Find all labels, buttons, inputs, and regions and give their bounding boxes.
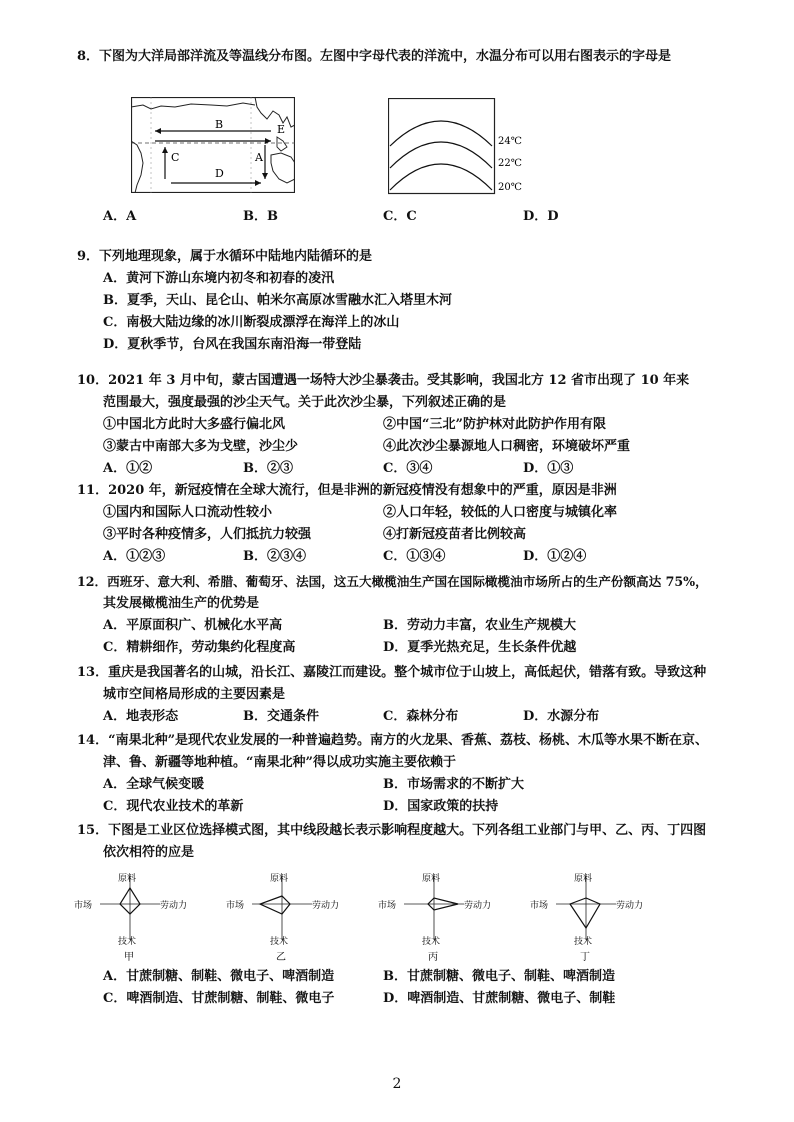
q8-option-c[interactable]: C．C: [383, 209, 417, 224]
q15-stem-line1: 15．下图是工业区位选择模式图，其中线段越长表示影响程度越大。下列各组工业部门与甲、乙、丙、丁四图: [77, 823, 707, 838]
q11-item-2: ②人口年轻，较低的人口密度与城镇化率: [383, 505, 618, 520]
q10-option-d[interactable]: D．①③: [523, 461, 574, 476]
diagram-jia: [74, 872, 187, 963]
q13-stem-line1: 13．重庆是我国著名的山城，沿长江、嘉陵江而建设。整个城市位于山坡上，高低起伏，错落有致。导致这种: [77, 665, 707, 680]
q8-stem: 8．下图为大洋局部洋流及等温线分布图。左图中字母代表的洋流中，水温分布可以用右图表示的字母是: [77, 49, 672, 64]
question-12: [77, 571, 767, 659]
ding-label-market: 市场: [530, 901, 549, 911]
industry-location-diagrams: [72, 870, 712, 966]
q13-option-b[interactable]: B．交通条件: [243, 709, 319, 724]
bing-name: 丙: [428, 952, 438, 963]
isotherm-label-22: 22℃: [498, 158, 522, 169]
jia-label-tech: 技术: [118, 937, 137, 947]
diagram-yi: [226, 872, 339, 963]
q11-stem: 11．2020 年，新冠疫情在全球大流行，但是非洲的新冠疫情没有想象中的严重，原因是非洲: [77, 483, 617, 498]
q10-item-4: ④此次沙尘暴源地人口稠密，环境破坏严重: [383, 439, 631, 454]
q11-item-1: ①国内和国际人口流动性较小: [103, 505, 273, 520]
isotherm-label-24: 24℃: [498, 136, 522, 147]
isotherm-label-20: 20℃: [498, 182, 522, 193]
q15-option-b[interactable]: B．甘蔗制糖、微电子、制鞋、啤酒制造: [383, 969, 615, 984]
q9-option-d[interactable]: D．夏秋季节，台风在我国东南沿海一带登陆: [103, 337, 362, 352]
q9-option-c[interactable]: C．南极大陆边缘的冰川断裂成漂浮在海洋上的冰山: [103, 315, 400, 330]
yi-label-market: 市场: [226, 901, 245, 911]
yi-label-tech: 技术: [270, 937, 289, 947]
q14-option-d[interactable]: D．国家政策的扶持: [383, 799, 499, 814]
q11-item-3: ③平时各种疫情多，人们抵抗力较强: [103, 527, 312, 542]
diagram-ding: [530, 872, 643, 963]
bing-label-tech: 技术: [422, 937, 441, 947]
jia-label-labor: 劳动力: [160, 901, 188, 911]
ocean-current-map: [131, 97, 295, 193]
q9-stem: 9．下列地理现象，属于水循环中陆地内陆循环的是: [77, 249, 373, 264]
jia-label-raw: 原料: [118, 874, 137, 884]
question-11: [77, 480, 767, 568]
q15-stem-line2: 依次相符的应是: [103, 845, 195, 860]
q13-option-c[interactable]: C．森林分布: [383, 709, 459, 724]
q10-item-1: ①中国北方此时大多盛行偏北风: [103, 417, 286, 432]
q14-stem-line1: 14．“南果北种”是现代农业发展的一种普遍趋势。南方的火龙果、香蕉、荔枝、杨桃、木瓜等水果不断在京、: [77, 733, 709, 748]
jia-label-market: 市场: [74, 901, 93, 911]
question-15: [77, 820, 767, 864]
question-14: [77, 730, 767, 818]
diagram-bing: [378, 872, 491, 963]
bing-label-market: 市场: [378, 901, 397, 911]
jia-name: 甲: [124, 952, 134, 963]
q8-option-b[interactable]: B．B: [243, 209, 278, 224]
map-label-c: C: [171, 151, 180, 164]
q15-option-d[interactable]: D．啤酒制造、甘蔗制糖、微电子、制鞋: [383, 991, 616, 1006]
q15-option-a[interactable]: A．甘蔗制糖、制鞋、微电子、啤酒制造: [103, 969, 335, 984]
q14-option-c[interactable]: C．现代农业技术的革新: [103, 799, 244, 814]
q10-option-c[interactable]: C．③④: [383, 461, 433, 476]
q15-options: [77, 966, 767, 1010]
bing-label-labor: 劳动力: [464, 901, 492, 911]
page-number: 2: [392, 1076, 402, 1092]
q14-option-b[interactable]: B．市场需求的不断扩大: [383, 777, 524, 792]
question-13: [77, 662, 767, 728]
ding-name: 丁: [580, 952, 590, 963]
ding-label-raw: 原料: [574, 874, 593, 884]
isotherm-diagram: [388, 98, 528, 198]
map-label-e: E: [277, 123, 286, 136]
ding-label-tech: 技术: [574, 937, 593, 947]
ding-label-labor: 劳动力: [616, 901, 644, 911]
q8-options: [77, 206, 767, 228]
q12-option-b[interactable]: B．劳动力丰富，农业生产规模大: [383, 618, 576, 633]
q14-stem-line2: 津、鲁、新疆等地种植。“南果北种”得以成功实施主要依赖于: [103, 755, 456, 770]
q14-option-a[interactable]: A．全球气候变暖: [103, 777, 205, 792]
q11-item-4: ④打新冠疫苗者比例较高: [383, 527, 527, 542]
bing-label-raw: 原料: [422, 874, 441, 884]
q10-stem-line2: 范围最大，强度最强的沙尘天气。关于此次沙尘暴，下列叙述正确的是: [103, 395, 507, 410]
q10-option-b[interactable]: B．②③: [243, 461, 293, 476]
q12-stem-line1: 12．西班牙、意大利、希腊、葡萄牙、法国，这五大橄榄油生产国在国际橄榄油市场所占的生产份额高达 75%，: [77, 574, 708, 589]
q11-option-d[interactable]: D．①②④: [523, 549, 587, 564]
q11-option-a[interactable]: A．①②③: [103, 549, 166, 564]
q11-option-c[interactable]: C．①③④: [383, 549, 446, 564]
question-10: [77, 370, 767, 480]
question-9: [77, 246, 767, 356]
yi-label-labor: 劳动力: [312, 901, 340, 911]
q9-option-b[interactable]: B．夏季，天山、昆仑山、帕米尔高原冰雪融水汇入塔里木河: [103, 293, 452, 308]
q13-option-d[interactable]: D．水源分布: [523, 709, 600, 724]
q12-stem-line2: 其发展橄榄油生产的优势是: [103, 596, 260, 611]
q15-option-c[interactable]: C．啤酒制造、甘蔗制糖、制鞋、微电子: [103, 991, 335, 1006]
q9-option-a[interactable]: A．黄河下游山东境内初冬和初春的凌汛: [103, 271, 335, 286]
q10-option-a[interactable]: A．①②: [103, 461, 153, 476]
map-label-d: D: [215, 167, 224, 180]
yi-name: 乙: [276, 952, 286, 963]
q10-item-2: ②中国“三北”防护林对此防护作用有限: [383, 417, 606, 432]
q12-option-c[interactable]: C．精耕细作，劳动集约化程度高: [103, 640, 296, 655]
q10-stem-line1: 10．2021 年 3 月中旬，蒙古国遭遇一场特大沙尘暴袭击。受其影响，我国北方 12 省市出现了 10 年来: [77, 373, 690, 388]
q8-option-d[interactable]: D．D: [523, 209, 559, 224]
q11-option-b[interactable]: B．②③④: [243, 549, 306, 564]
q12-option-a[interactable]: A．平原面积广、机械化水平高: [103, 618, 283, 633]
q13-option-a[interactable]: A．地表形态: [103, 709, 179, 724]
q13-stem-line2: 城市空间格局形成的主要因素是: [103, 687, 286, 702]
yi-label-raw: 原料: [270, 874, 289, 884]
map-label-a: A: [255, 151, 263, 164]
question-8: [77, 46, 767, 68]
q12-option-d[interactable]: D．夏季光热充足，生长条件优越: [383, 640, 577, 655]
q8-option-a[interactable]: A．A: [103, 209, 137, 224]
map-label-b: B: [215, 118, 224, 131]
q10-item-3: ③蒙古中南部大多为戈壁，沙尘少: [103, 439, 299, 454]
